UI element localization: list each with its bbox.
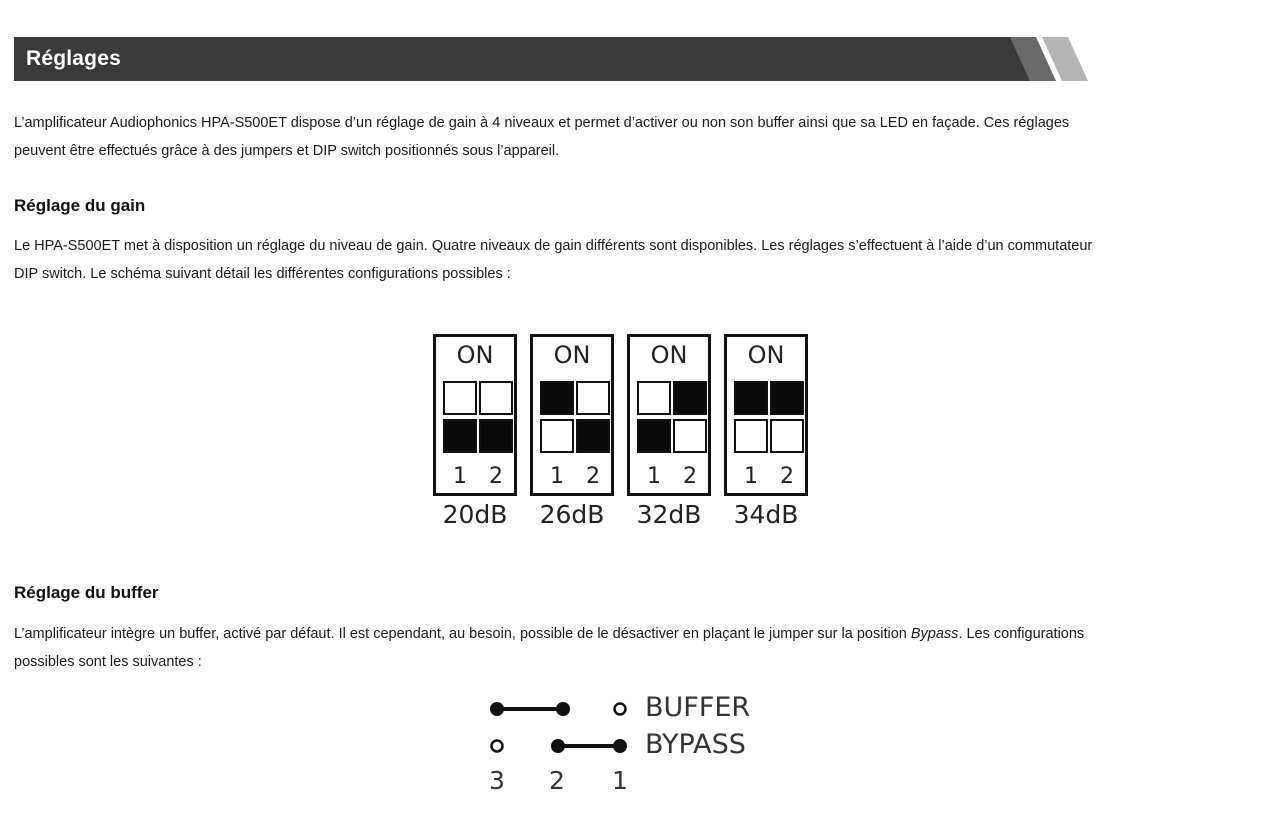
pin-2-row-1 bbox=[556, 702, 570, 716]
dip-on-label: ON bbox=[553, 341, 591, 369]
pin-3-row-2 bbox=[492, 741, 503, 752]
pin-1-row-1 bbox=[615, 704, 626, 715]
intro-line-2: peuvent être effectués grâce à des jumpers et DIP switch positionnés sous l’appareil. bbox=[14, 143, 560, 159]
buffer-line-1-bypass: Bypass bbox=[910, 626, 959, 642]
pin-1-row-2 bbox=[613, 739, 627, 753]
dip-cell-1-top bbox=[734, 381, 768, 415]
pin-2-row-2 bbox=[551, 739, 565, 753]
dip-value-32db: 32dB bbox=[636, 500, 702, 529]
dip-cell-2-bottom bbox=[576, 419, 610, 453]
jumper-label-bypass: BYPASS bbox=[645, 729, 746, 760]
dip-on-label: ON bbox=[456, 341, 494, 369]
gain-paragraph bbox=[14, 232, 1264, 288]
buffer-line-1-start: L’amplificateur intègre un buffer, activé par défaut. Il est cependant, au besoin, possible de le désactiver en plaçant le jumper sur la position bbox=[14, 626, 911, 642]
dip-cell-2-top bbox=[673, 381, 707, 415]
jumper-pins bbox=[480, 690, 630, 760]
gain-heading: Réglage du gain bbox=[14, 196, 146, 215]
dip-num-2: 2 bbox=[586, 464, 600, 489]
dip-num-2: 2 bbox=[489, 464, 503, 489]
dip-value-26db: 26dB bbox=[539, 500, 605, 529]
buffer-paragraph bbox=[14, 620, 1264, 676]
jumper-pin-number-3: 3 bbox=[489, 766, 505, 795]
section-title: Réglages bbox=[26, 47, 121, 70]
dip-cell-2-bottom bbox=[673, 419, 707, 453]
dip-cell-1-bottom bbox=[443, 419, 477, 453]
dip-cell-1-top bbox=[540, 381, 574, 415]
buffer-line-2: possibles sont les suivantes : bbox=[14, 654, 202, 670]
buffer-line-1-end: . Les configurations bbox=[958, 626, 1085, 642]
dip-cell-2-bottom bbox=[479, 419, 513, 453]
dip-cell-2-top bbox=[479, 381, 513, 415]
dip-switch-26db bbox=[530, 334, 614, 496]
intro-paragraph bbox=[14, 109, 1264, 165]
jumper-pin-number-1: 1 bbox=[612, 766, 628, 795]
dip-num-1: 1 bbox=[744, 464, 758, 489]
dip-cell-1-top bbox=[637, 381, 671, 415]
dip-cell-1-top bbox=[443, 381, 477, 415]
dip-num-2: 2 bbox=[683, 464, 697, 489]
gain-line-1: Le HPA-S500ET met à disposition un réglage du niveau de gain. Quatre niveaux de gain différents sont disponibles. Les réglages s’effectuent à l’aide d’un commutateur bbox=[14, 238, 1093, 254]
buffer-heading: Réglage du buffer bbox=[14, 583, 159, 602]
dip-on-label: ON bbox=[650, 341, 688, 369]
dip-cell-1-bottom bbox=[637, 419, 671, 453]
dip-cell-1-bottom bbox=[734, 419, 768, 453]
dip-cell-2-bottom bbox=[770, 419, 804, 453]
dip-switch-diagram bbox=[433, 334, 823, 534]
dip-value-20db: 20dB bbox=[442, 500, 508, 529]
dip-cell-2-top bbox=[770, 381, 804, 415]
gain-line-2: DIP switch. Le schéma suivant détail les différentes configurations possibles : bbox=[14, 266, 511, 282]
dip-switch-20db bbox=[433, 334, 517, 496]
dip-switch-34db bbox=[724, 334, 808, 496]
intro-line-1: L’amplificateur Audiophonics HPA-S500ET dispose d’un réglage de gain à 4 niveaux et permet d’activer ou non son buffer ainsi que sa LED en façade. Ces réglages bbox=[14, 115, 1070, 131]
dip-num-1: 1 bbox=[453, 464, 467, 489]
jumper-diagram bbox=[480, 690, 780, 800]
dip-num-1: 1 bbox=[647, 464, 661, 489]
dip-value-34db: 34dB bbox=[733, 500, 799, 529]
section-header-banner bbox=[14, 37, 1094, 81]
dip-on-label: ON bbox=[747, 341, 785, 369]
section-header bbox=[14, 37, 1094, 81]
dip-cell-2-top bbox=[576, 381, 610, 415]
pin-3-row-1 bbox=[490, 702, 504, 716]
dip-cell-1-bottom bbox=[540, 419, 574, 453]
jumper-pin-number-2: 2 bbox=[549, 766, 565, 795]
jumper-label-buffer: BUFFER bbox=[645, 692, 751, 723]
dip-num-1: 1 bbox=[550, 464, 564, 489]
dip-num-2: 2 bbox=[780, 464, 794, 489]
dip-switch-32db bbox=[627, 334, 711, 496]
